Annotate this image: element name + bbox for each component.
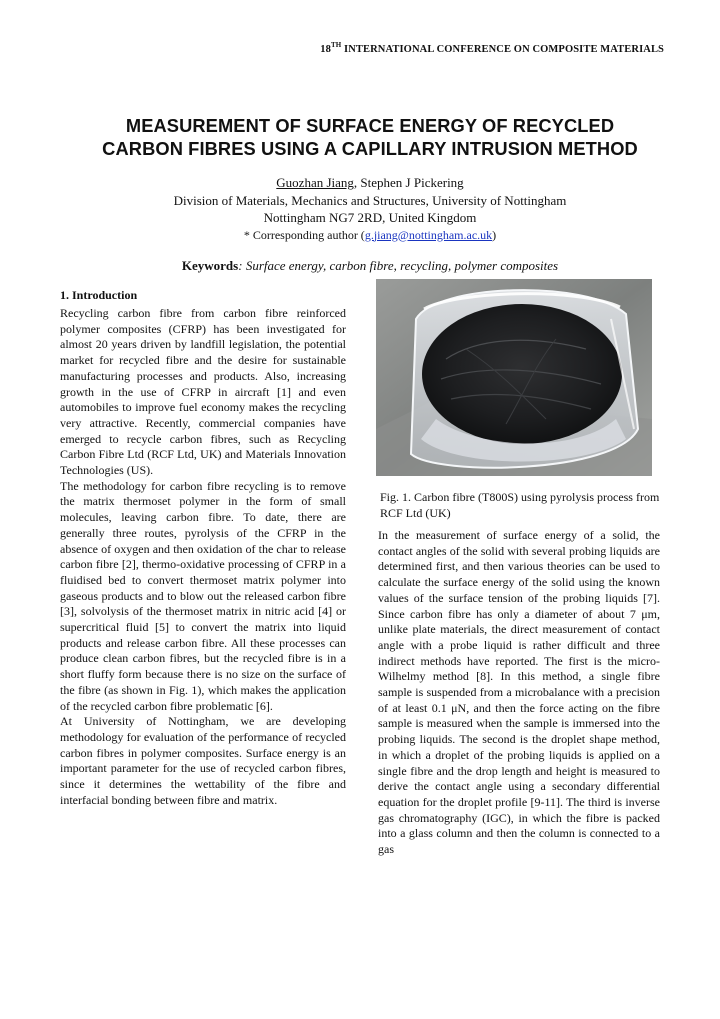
paragraph: Recycling carbon fibre from carbon fibre reinforced polymer composites (CFRP) has been investigated for almost 20 years driven by landfill legislation, the potential market for recycled fibre and the desire for sustainable manufacturing processes and products. Also, increasing growth in the use of CFRP in aircraft [1] and even automobiles to improve fuel economy makes the recycling very attractive. Recently, commercial companies have emerged to recycle carbon fibres, such as Recycling Carbon Fibre Ltd (RCF Ltd, UK) and Materials Innovation Technologies (US). (60, 306, 346, 478)
email-link[interactable]: g.jiang@nottingham.ac.uk (364, 227, 493, 242)
corresponding-prefix: * Corresponding author ( (243, 227, 365, 242)
author-line (60, 174, 680, 192)
keywords-text: Surface energy, carbon fibre, recycling, polymer composites (245, 258, 559, 273)
author-block (60, 174, 680, 244)
corresponding-suffix: ) (492, 227, 497, 242)
conference-name: INTERNATIONAL CONFERENCE ON COMPOSITE MATERIALS (341, 44, 664, 55)
paragraph: In the measurement of surface energy of a solid, the contact angles of the solid with several probing liquids are determined first, and then various theories can be used to calculate the surface energy of the solid using the known values of the surface tension of the probing liquids [7]. Since carbon fibre has only a diameter of about 7 μm, unlike plate materials, the direct measurement of contact angle with a probe liquid is rather difficult and three indirect methods have reported. The first is the micro-Wilhelmy method [8]. In this method, a single fibre sample is suspended from a microbalance with a precision of at least 0.1 μN, and then the force acting on the fibre sample is measured when the sample is immersed into the probing liquids. The second is the droplet shape method, in which a droplet of the probing liquids is applied on a single fibre and the drop length and height is measured to derive the contact angle using a secondary differential equation for the droplet profile [9-11]. The third is inverse gas chromatography (IGC), in which the fibre is packed into a glass column and then the column is connected to a gas (378, 528, 660, 857)
figure-1-caption: Fig. 1. Carbon fibre (T800S) using pyrolysis process from RCF Ltd (UK) (380, 490, 660, 520)
paper-title (60, 114, 680, 160)
carbon-fibre-bag-photo (376, 279, 652, 476)
author-1: Guozhan Jiang (276, 175, 354, 190)
keywords-label: Keywords (181, 258, 239, 273)
keywords-separator: : (238, 258, 246, 273)
author-rest: , Stephen J Pickering (353, 175, 464, 190)
section-heading: 1. Introduction (60, 288, 138, 302)
paragraph: The methodology for carbon fibre recycling is to remove the matrix thermoset polymer in the form of small molecules, leaving carbon fibre. To date, there are generally three routes, pyrolysis of the CFRP in the absence of oxygen and then oxidation of the char to release carbon fibre [2], thermo-oxidative processing of CFRP in a fluidised bed to convert thermoset matrix polymer into gaseous products and to blow out the released carbon fibre [3], solvolysis of the thermoset matrix in nitric acid [4] or supercritical fluid [5] to convert the matrix into liquid products and release carbon fibre. All these processes can produce clean carbon fibres, but the recycled fibre is in a short fluffy form because there is no size on the surface of the fibre (as shown in Fig. 1), which makes the application of the recycled carbon fibre problematic [6]. (60, 478, 346, 713)
left-column (60, 306, 346, 809)
affiliation-1: Division of Materials, Mechanics and Structures, University of Nottingham (173, 192, 567, 208)
paragraph: At University of Nottingham, we are developing methodology for evaluation of the performance of recycled carbon fibres in polymer composites. Surface energy is an important parameter for the use of recycled carbon fibres, since it determines the wettability of the fibre and interfacial bonding between fibre and matrix. (60, 714, 346, 807)
conference-suffix: TH (331, 41, 342, 49)
conference-number: 18 (320, 44, 331, 55)
figure-1-image (376, 279, 652, 476)
keywords (60, 258, 680, 274)
title-line-2: CARBON FIBRES USING A CAPILLARY INTRUSION METHOD (102, 138, 638, 159)
affiliation-2: Nottingham NG7 2RD, United Kingdom (263, 210, 477, 225)
right-column (378, 528, 660, 858)
title-line-1: MEASUREMENT OF SURFACE ENERGY OF RECYCLED (125, 115, 615, 136)
corresponding-line (60, 227, 680, 245)
conference-header (320, 41, 664, 55)
